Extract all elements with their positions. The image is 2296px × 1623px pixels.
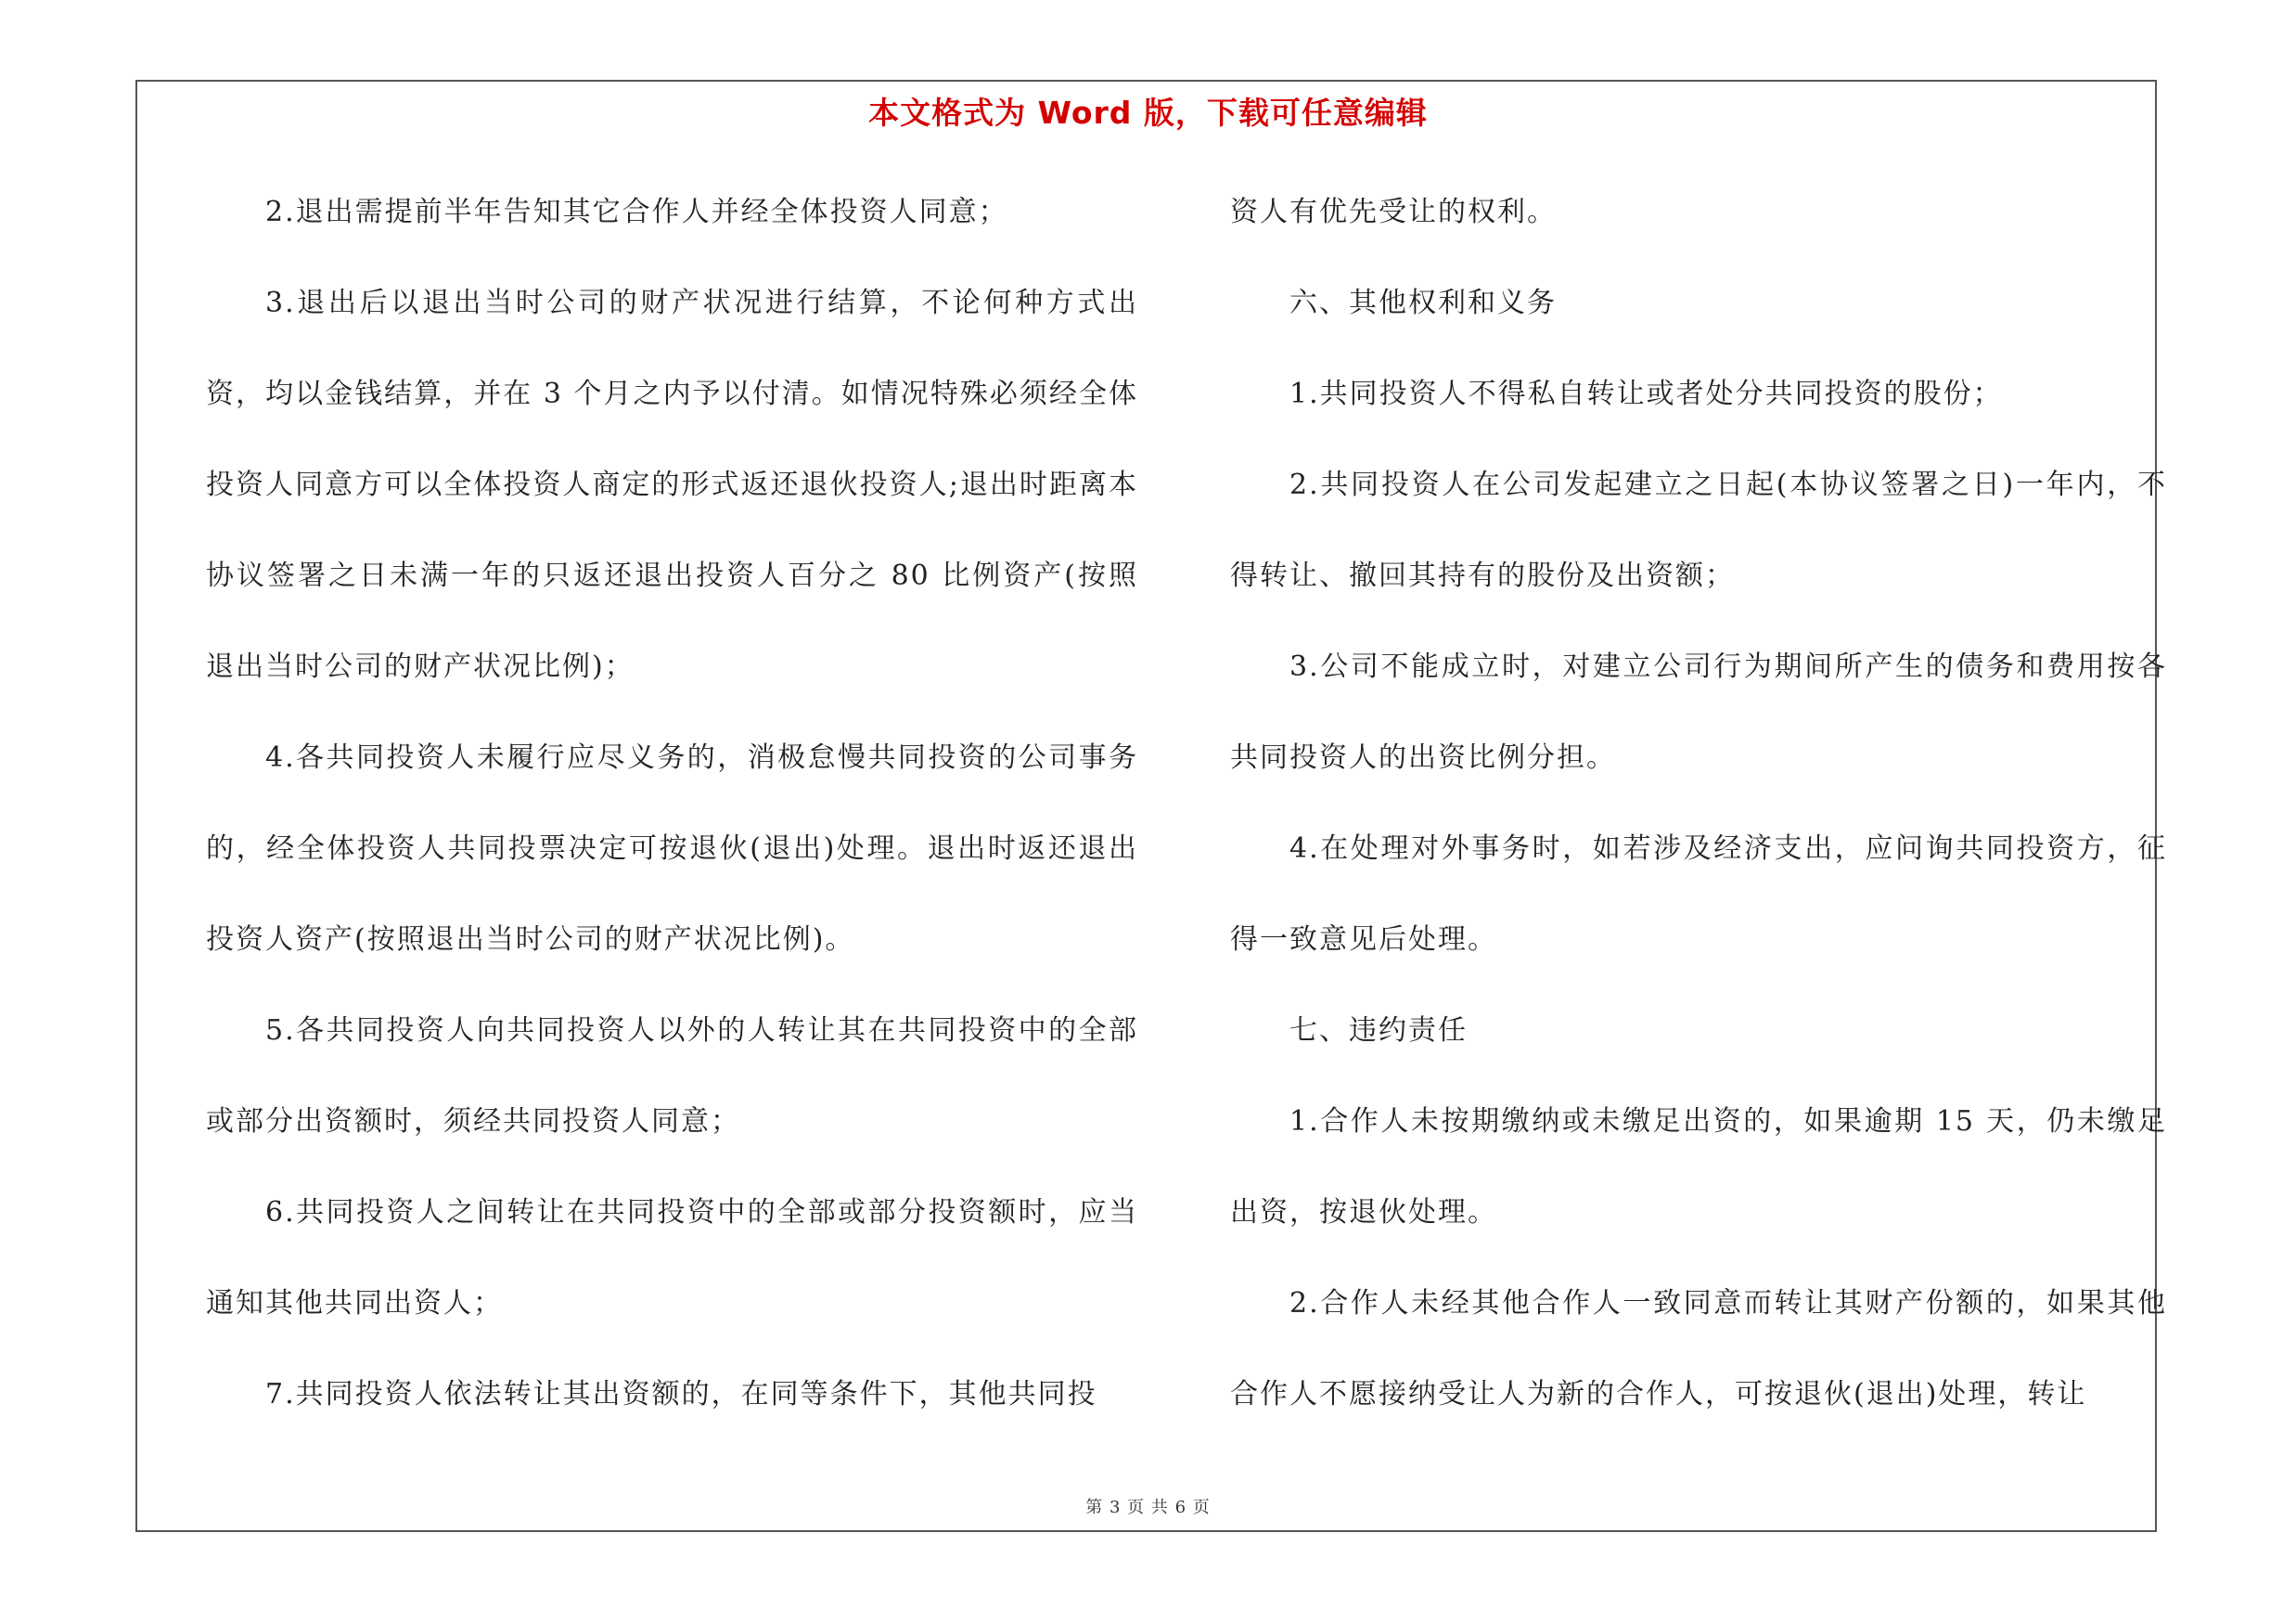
- paragraph: 7.共同投资人依法转让其出资额的，在同等条件下，其他共同投: [265, 1378, 1097, 1410]
- page-number-footer: 第 3 页 共 6 页: [1085, 1498, 1211, 1517]
- paragraph: 4.在处理对外事务时，如若涉及经济支出，应问询共同投资方，征得一致意见后处理。: [1230, 832, 2167, 956]
- paragraph: 3.公司不能成立时，对建立公司行为期间所产生的债务和费用按各共同投资人的出资比例分担。: [1230, 650, 2167, 774]
- paragraph: 资人有优先受让的权利。: [1230, 196, 1557, 228]
- paragraph: 6.共同投资人之间转让在共同投资中的全部或部分投资额时，应当通知其他共同出资人；: [206, 1196, 1138, 1320]
- paragraph: 1.共同投资人不得私自转让或者处分共同投资的股份；: [1289, 378, 2003, 410]
- paragraph: 1.合作人未按期缴纳或未缴足出资的，如果逾期 15 天，仍未缴足出资，按退伙处理。: [1230, 1105, 2167, 1229]
- paragraph: 2.退出需提前半年告知其它合作人并经全体投资人同意；: [265, 196, 1008, 228]
- right-column: [1230, 167, 2167, 1440]
- paragraph: 六、其他权利和义务: [1289, 287, 1557, 319]
- paragraph: 4.各共同投资人未履行应尽义务的，消极怠慢共同投资的公司事务的，经全体投资人共同投票决定可按退伙(退出)处理。退出时返还退出投资人资产(按照退出当时公司的财产状况比例)。: [206, 741, 1138, 956]
- paragraph: 2.共同投资人在公司发起建立之日起(本协议签署之日)一年内，不得转让、撤回其持有的股份及出资额；: [1230, 469, 2167, 592]
- word-format-banner: 本文格式为 Word 版，下载可任意编辑: [868, 95, 1428, 131]
- paragraph: 3.退出后以退出当时公司的财产状况进行结算，不论何种方式出资，均以金钱结算，并在 3 个月之内予以付清。如情况特殊必须经全体投资人同意方可以全体投资人商定的形式返还退伙投资人;退出时距离本协议签署之日未满一年的只返还退出投资人百分之 80 比例资产(按照退出当时公司的财产状况比例)；: [206, 287, 1138, 683]
- left-column: [206, 167, 1138, 1440]
- paragraph: 七、违约责任: [1289, 1014, 1468, 1047]
- paragraph: 5.各共同投资人向共同投资人以外的人转让其在共同投资中的全部或部分出资额时，须经共同投资人同意；: [206, 1014, 1138, 1138]
- paragraph: 2.合作人未经其他合作人一致同意而转让其财产份额的，如果其他合作人不愿接纳受让人为新的合作人，可按退伙(退出)处理，转让: [1230, 1287, 2167, 1410]
